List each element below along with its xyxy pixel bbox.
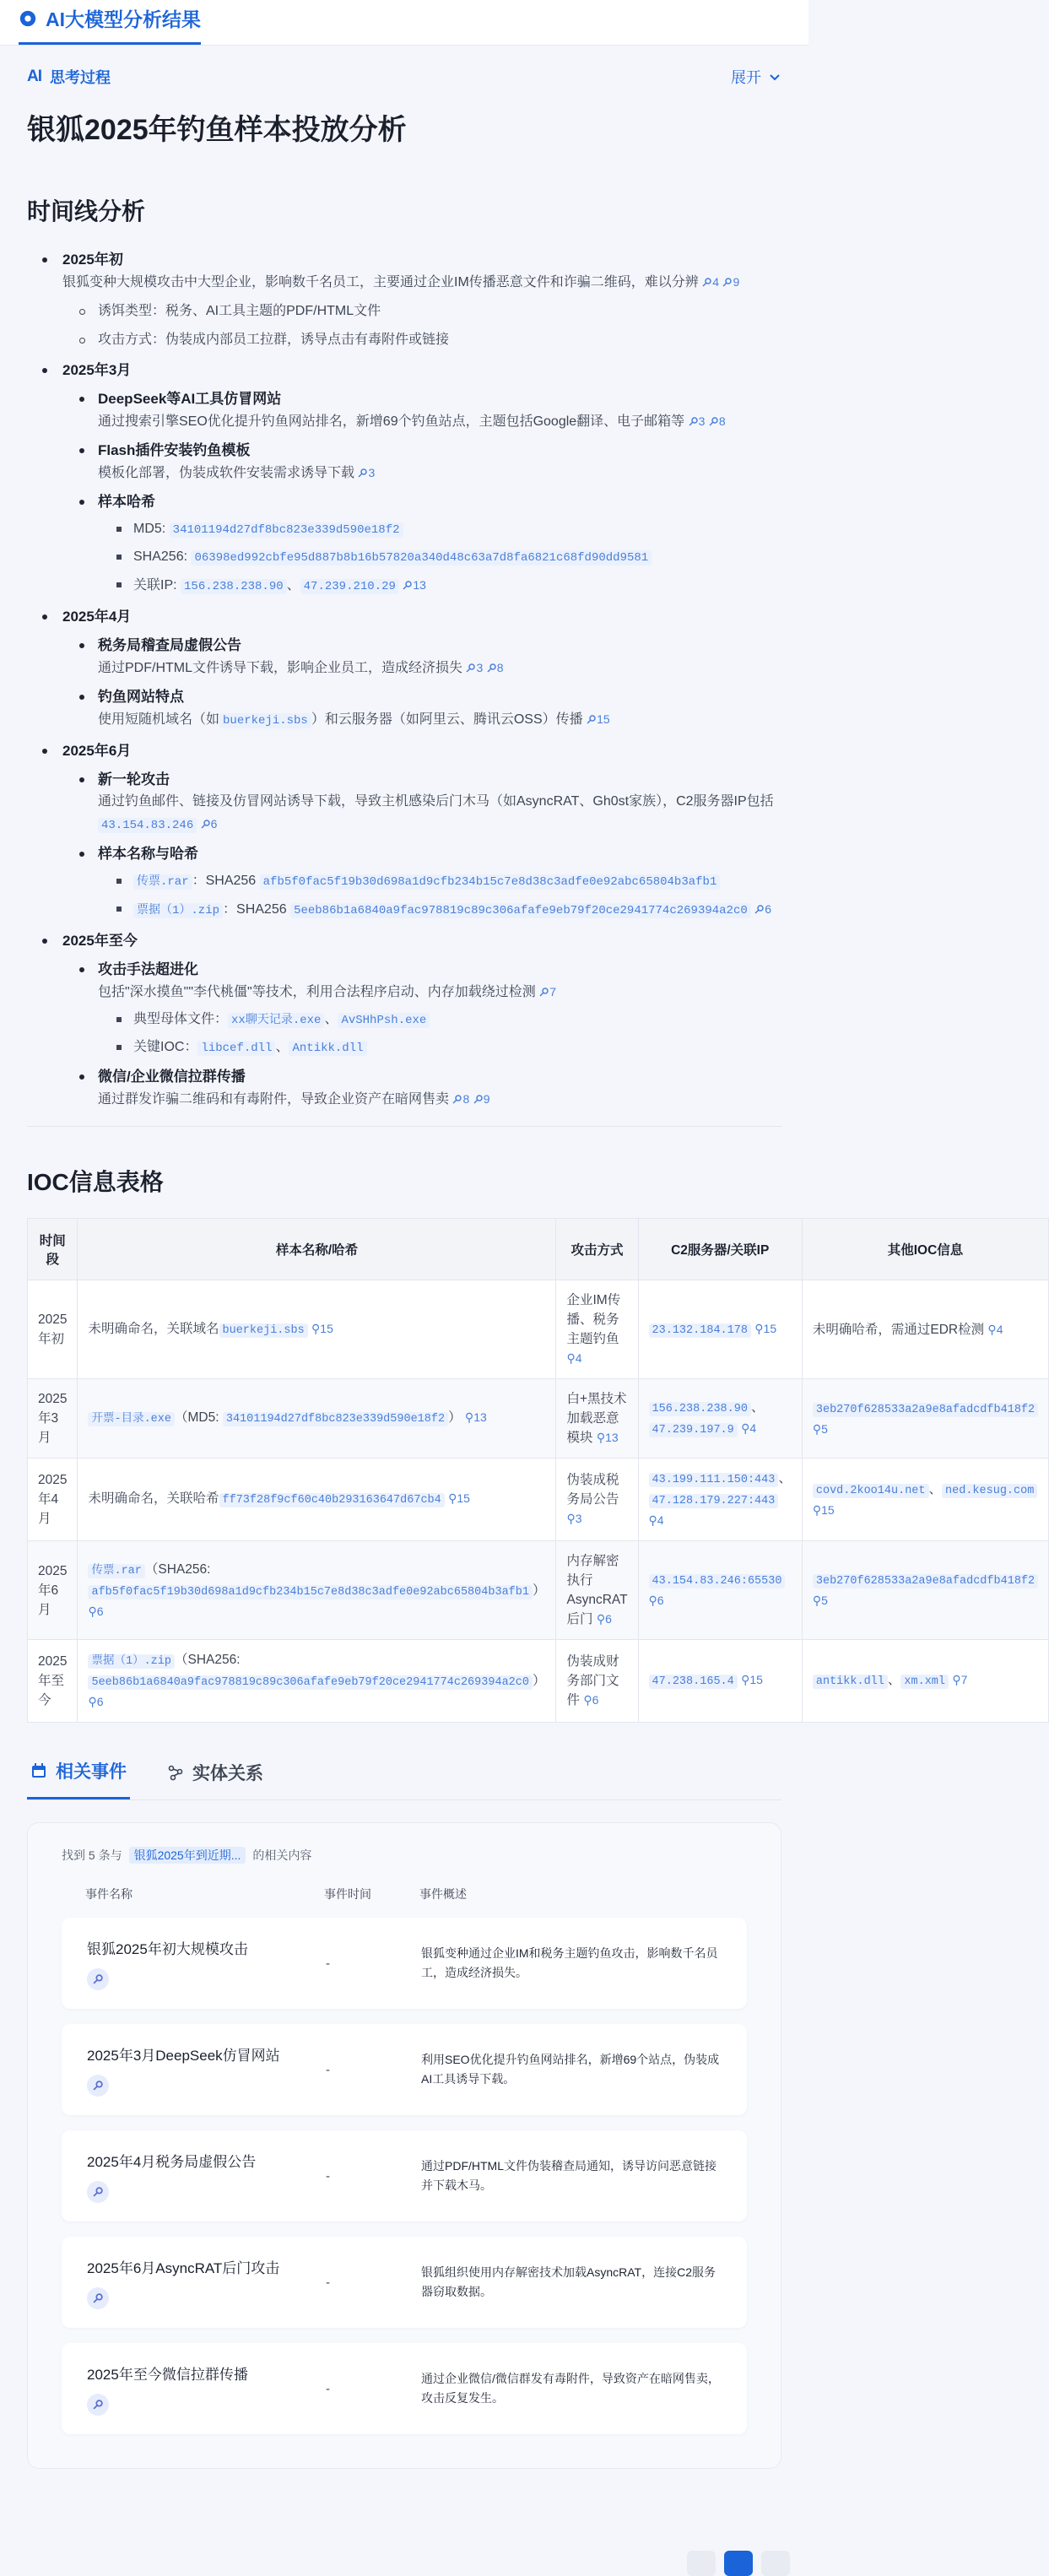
event-name-cell (87, 2362, 326, 2416)
expand-label: 展开 (731, 69, 761, 86)
period-cell: 2025年6月 (28, 1541, 78, 1640)
timeline-subitem: 攻击手法超进化 包括"深水摸鱼""李代桃僵"等技术，利用合法程序启动、内存加载绕过检测 7 典型母体文件： xx聊天记录.exe 、 AvSHhPsh.exe 关键IOC： libcef.dll 、 Antikk.dll (62, 959, 781, 1059)
timeline-subitem (62, 491, 781, 598)
thinking-header (27, 66, 781, 88)
column-header: 事件时间 (324, 1887, 371, 1901)
network-icon (167, 1764, 184, 1781)
method-cell: 白+黑技术加载恶意模块 ⚲13 (556, 1379, 638, 1458)
period-cell: 2025年3月 (28, 1379, 78, 1458)
domain-code: buerkeji.sbs (219, 713, 311, 728)
divider (27, 1126, 781, 1127)
column-header: 攻击方式 (556, 1219, 638, 1280)
event-time: - (326, 2275, 330, 2290)
reference-link[interactable]: ⚲4 (987, 1322, 1003, 1336)
timeline-desc: 银狐变种大规模攻击中大型企业，影响数千名员工，主要通过企业IM传播恶意文件和诈骗二维码，难以分辨 4 9 (62, 275, 740, 290)
event-row[interactable] (62, 2237, 747, 2328)
reference-link[interactable]: ⚲15 (754, 1321, 777, 1335)
tab-ai-analysis[interactable] (19, 4, 201, 45)
table-row (28, 1640, 1049, 1723)
reference-link[interactable]: ⚲3 (566, 1512, 582, 1525)
sample-cell: 开票-目录.exe （MD5: 34101194d27df8bc823e339d590e18f2 ） ⚲13 (78, 1379, 556, 1458)
tab-related-events[interactable] (27, 1751, 130, 1799)
column-header: 其他IOC信息 (802, 1219, 1048, 1280)
reference-link[interactable]: 8 (487, 661, 504, 674)
chevron-down-icon (768, 70, 781, 84)
subitem-head: DeepSeek等AI工具仿冒网站 (98, 391, 282, 407)
parent-file-item: 典型母体文件： xx聊天记录.exe 、 AvSHhPsh.exe (98, 1009, 781, 1031)
subitem-head: 样本名称与哈希 (98, 846, 198, 862)
timeline-subitem: DeepSeek等AI工具仿冒网站 通过搜索引擎SEO优化提升钓鱼网站排名，新增69个钓鱼站点，主题包括Google翻译、电子邮箱等 3 8 (62, 388, 781, 433)
method-cell: 内存解密执行AsyncRAT后门 ⚲6 (556, 1541, 638, 1640)
timeline-item (27, 249, 781, 351)
reference-link[interactable]: 3 (689, 414, 706, 428)
reference-link[interactable]: ⚲4 (741, 1421, 757, 1435)
timeline-subitem: Flash插件安装钓鱼模板 模板化部署，伪装成软件安装需求诱导下载 3 (62, 440, 781, 484)
subitem-head: 钓鱼网站特点 (98, 689, 184, 705)
other-cell: 3eb270f628533a2a9e8afadcdfb418f2 ⚲5 (802, 1379, 1048, 1458)
reference-link[interactable]: 6 (754, 902, 771, 916)
reference-link[interactable]: 7 (539, 985, 556, 998)
thinking-label-group (27, 66, 111, 88)
table-header-row (28, 1219, 1049, 1280)
tab-entity-relations[interactable] (164, 1751, 267, 1799)
method-cell: 伪装成税务局公告 ⚲3 (556, 1458, 638, 1541)
timeline-item (27, 930, 781, 1111)
timeline-item (27, 360, 781, 598)
event-time: - (326, 2062, 330, 2077)
other-cell: antikk.dll 、 xm.xml ⚲7 (802, 1640, 1048, 1723)
table-row (28, 1379, 1049, 1458)
event-name-cell (87, 1937, 326, 1990)
related-ip: 关联IP: 156.238.238.90 、 47.239.210.29 13 (98, 574, 781, 598)
event-name-cell (87, 2043, 326, 2097)
timeline-period: 2025年4月 (62, 609, 132, 625)
event-row[interactable] (62, 2024, 747, 2115)
reference-link[interactable]: ⚲13 (464, 1410, 487, 1424)
events-list (62, 1918, 747, 2434)
reference-link[interactable]: 8 (452, 1092, 469, 1106)
hash-md5: MD5: 34101194d27df8bc823e339d590e18f2 (98, 518, 781, 541)
reference-link[interactable]: ⚲15 (311, 1321, 333, 1335)
key-ioc-item: 关键IOC： libcef.dll 、 Antikk.dll (98, 1036, 781, 1059)
page-button-current[interactable] (724, 2551, 753, 2576)
tab-entity-relations-label: 实体关系 (192, 1763, 263, 1783)
sample-hash-item: 传票.rar ：SHA256 afb5f0fac5f19b30d698a1d9cfb234b15c7e8d38c3adfe0e92abc65804b3afb1 (98, 870, 781, 893)
page-button[interactable] (761, 2551, 790, 2576)
search-query-tag: 银狐2025年到近期... (129, 1847, 246, 1864)
event-name-cell (87, 2150, 326, 2203)
column-header: 事件名称 (85, 1887, 132, 1901)
event-row[interactable] (62, 2130, 747, 2222)
sample-hash-item: 票据（1）.zip ：SHA256 5eeb86b1a6840a9fac978819c89c306afafe9eb79f20ce2941774c269394a2c0 6 (98, 898, 781, 922)
sample-cell: 传票.rar （SHA256: afb5f0fac5f19b30d698a1d9cfb234b15c7e8d38c3adfe0e92abc65804b3afb1 ） ⚲6 (78, 1541, 556, 1640)
column-header: 事件概述 (419, 1887, 467, 1901)
ip-cell: 43.199.111.150:443 、47.128.179.227:443 ⚲4 (638, 1458, 802, 1541)
event-name: 2025年4月税务局虚假公告 (87, 2153, 257, 2170)
subitem-head: 税务局稽查局虚假公告 (98, 637, 241, 653)
thinking-label: 思考过程 (50, 69, 111, 86)
reference-link[interactable]: ⚲6 (583, 1693, 599, 1707)
timeline-period: 2025年6月 (62, 743, 132, 759)
md5-code: 34101194d27df8bc823e339d590e18f2 (170, 522, 403, 538)
timeline-period: 2025年初 (62, 252, 123, 268)
reference-link[interactable]: 4 (702, 275, 719, 289)
ip-cell: 47.238.165.4 ⚲15 (638, 1640, 802, 1723)
timeline-item (27, 740, 781, 922)
event-time: - (326, 2168, 330, 2184)
reference-link[interactable]: ⚲15 (741, 1673, 763, 1686)
ip-cell: 23.132.184.178 ⚲15 (638, 1280, 802, 1379)
timeline-item (27, 606, 781, 732)
period-cell: 2025年初 (28, 1280, 78, 1379)
ioc-table (27, 1218, 1049, 1723)
link-icon[interactable] (87, 2287, 109, 2309)
reference-link[interactable]: 15 (587, 712, 610, 726)
tab-ai-analysis-label: AI大模型分析结果 (46, 8, 201, 30)
sample-cell: 未明确命名，关联域名 buerkeji.sbs ⚲15 (78, 1280, 556, 1379)
ioc-heading: IOC信息表格 (27, 1169, 164, 1195)
table-row (28, 1280, 1049, 1379)
timeline-heading: 时间线分析 (27, 198, 146, 225)
reference-link[interactable]: ⚲4 (648, 1513, 664, 1527)
reference-link[interactable]: ⚲15 (448, 1491, 470, 1505)
link-icon[interactable] (87, 2075, 109, 2097)
event-time: - (326, 1956, 330, 1971)
reference-link[interactable]: ⚲13 (596, 1431, 619, 1444)
page-title: 银狐2025年钓鱼样本投放分析 (27, 114, 407, 146)
reference-link[interactable]: 3 (466, 661, 483, 674)
event-desc: 银狐变种通过企业IM和税务主题钓鱼攻击，影响数千名员工，造成经济损失。 (421, 1946, 718, 1979)
reference-link[interactable]: ⚲6 (648, 1594, 664, 1607)
events-table-header (62, 1886, 747, 1902)
event-name-cell (87, 2256, 326, 2309)
period-cell: 2025年至今 (28, 1640, 78, 1723)
page-button[interactable] (687, 2551, 716, 2576)
column-header: C2服务器/关联IP (638, 1219, 802, 1280)
pagination (687, 2551, 790, 2576)
reference-link[interactable]: 3 (358, 466, 375, 479)
reference-link[interactable]: ⚲6 (88, 1604, 104, 1618)
reference-link[interactable]: ⚲7 (952, 1673, 968, 1686)
reference-link[interactable]: ⚲15 (812, 1502, 835, 1517)
expand-button[interactable] (731, 66, 781, 88)
bottom-tabs (27, 1751, 781, 1800)
other-cell: 未明确哈希，需通过EDR检测 ⚲4 (802, 1280, 1048, 1379)
timeline-subitem: 诱饵类型：税务、AI工具主题的PDF/HTML文件 (62, 300, 781, 322)
event-name: 2025年3月DeepSeek仿冒网站 (87, 2047, 280, 2064)
reference-link[interactable]: 6 (201, 817, 218, 831)
other-cell: 3eb270f628533a2a9e8afadcdfb418f2 ⚲5 (802, 1541, 1048, 1640)
column-header: 样本名称/哈希 (78, 1219, 556, 1280)
method-cell: 企业IM传播、税务主题钓鱼 ⚲4 (556, 1280, 638, 1379)
reference-link[interactable]: ⚲6 (88, 1695, 104, 1708)
ai-icon: AI (27, 68, 41, 85)
calendar-icon (30, 1762, 47, 1779)
event-name: 银狐2025年初大规模攻击 (87, 1940, 248, 1957)
event-row[interactable] (62, 1918, 747, 2009)
event-name: 2025年6月AsyncRAT后门攻击 (87, 2259, 280, 2276)
timeline-period: 2025年3月 (62, 362, 132, 378)
search-result-summary: 找到 5 条与 银狐2025年到近期... 的相关内容 (62, 1848, 312, 1862)
ip-cell: 156.238.238.90 、47.239.197.9 ⚲4 (638, 1379, 802, 1458)
timeline-subitem: 新一轮攻击 通过钓鱼邮件、链接及仿冒网站诱导下载，导致主机感染后门木马（如AsyncRAT、Gh0st家族），C2服务器IP包括43.154.83.246 6 (62, 769, 781, 836)
link-icon[interactable] (87, 2394, 109, 2416)
sha256-code: 06398ed992cbfe95d887b8b16b57820a340d48c63a7d8fa6821c68fd90dd9581 (191, 550, 652, 566)
reference-link[interactable]: 9 (722, 275, 739, 289)
column-header: 时间段 (28, 1219, 78, 1280)
subitem-head: 攻击手法超进化 (98, 961, 198, 977)
table-row (28, 1458, 1049, 1541)
events-panel (27, 1822, 781, 2469)
event-desc: 银狐组织使用内存解密技术加载AsyncRAT，连接C2服务器窃取数据。 (421, 2265, 716, 2298)
event-desc: 通过PDF/HTML文件伪装稽查局通知，诱导访问恶意链接并下载木马。 (421, 2159, 716, 2192)
subitem-head: 样本哈希 (98, 494, 155, 510)
subitem-head: 微信/企业微信拉群传播 (98, 1069, 246, 1085)
subitem-head: 新一轮攻击 (98, 771, 170, 787)
reference-link[interactable]: 13 (403, 578, 426, 592)
subitem-head: Flash插件安装钓鱼模板 (98, 442, 251, 458)
sample-cell: 未明确命名，关联哈希 ff73f28f9cf60c40b293163647d67cb4 ⚲15 (78, 1458, 556, 1541)
period-cell: 2025年4月 (28, 1458, 78, 1541)
reference-link[interactable]: ⚲4 (566, 1351, 582, 1365)
ip-cell: 43.154.83.246:65530 ⚲6 (638, 1541, 802, 1640)
reference-link[interactable]: ⚲5 (812, 1421, 828, 1436)
event-desc: 利用SEO优化提升钓鱼网站排名，新增69个站点，伪装成AI工具诱导下载。 (421, 2053, 720, 2086)
timeline-subitem: 钓鱼网站特点 使用短随机域名（如 buerkeji.sbs ）和云服务器（如阿里云、腾讯云OSS）传播 15 (62, 686, 781, 732)
event-name: 2025年至今微信拉群传播 (87, 2366, 248, 2383)
reference-link[interactable]: 9 (473, 1092, 490, 1106)
table-row (28, 1541, 1049, 1640)
timeline-period: 2025年至今 (62, 933, 138, 949)
event-desc: 通过企业微信/微信群发有毒附件，导致资产在暗网售卖，攻击反复发生。 (421, 2372, 720, 2405)
gear-icon (19, 9, 37, 28)
event-row[interactable] (62, 2343, 747, 2434)
top-bar (0, 0, 808, 46)
hash-sha256: SHA256: 06398ed992cbfe95d887b8b16b57820a340d48c63a7d8fa6821c68fd90dd9581 (98, 546, 781, 569)
reference-link[interactable]: ⚲6 (596, 1612, 612, 1626)
method-cell: 伪装成财务部门文件 ⚲6 (556, 1640, 638, 1723)
timeline-subitem (62, 843, 781, 922)
reference-link[interactable]: 8 (709, 414, 726, 428)
timeline-subitem: 税务局稽查局虚假公告 通过PDF/HTML文件诱导下载，影响企业员工，造成经济损失 3 8 (62, 635, 781, 679)
tab-related-events-label: 相关事件 (56, 1762, 127, 1782)
other-cell: covd.2koo14u.net 、 ned.kesug.com ⚲15 (802, 1458, 1048, 1541)
timeline-subitem: 微信/企业微信拉群传播 通过群发诈骗二维码和有毒附件，导致企业资产在暗网售卖 8 9 (62, 1066, 781, 1111)
reference-link[interactable]: ⚲5 (812, 1594, 828, 1607)
link-icon[interactable] (87, 1968, 109, 1990)
sample-cell: 票据（1）.zip （SHA256: 5eeb86b1a6840a9fac978819c89c306afafe9eb79f20ce2941774c269394a2c0 ） ⚲6 (78, 1640, 556, 1723)
event-time: - (326, 2381, 330, 2396)
timeline (27, 249, 781, 1111)
timeline-subitem: 攻击方式：伪装成内部员工拉群，诱导点击有毒附件或链接 (62, 329, 781, 351)
link-icon[interactable] (87, 2181, 109, 2203)
